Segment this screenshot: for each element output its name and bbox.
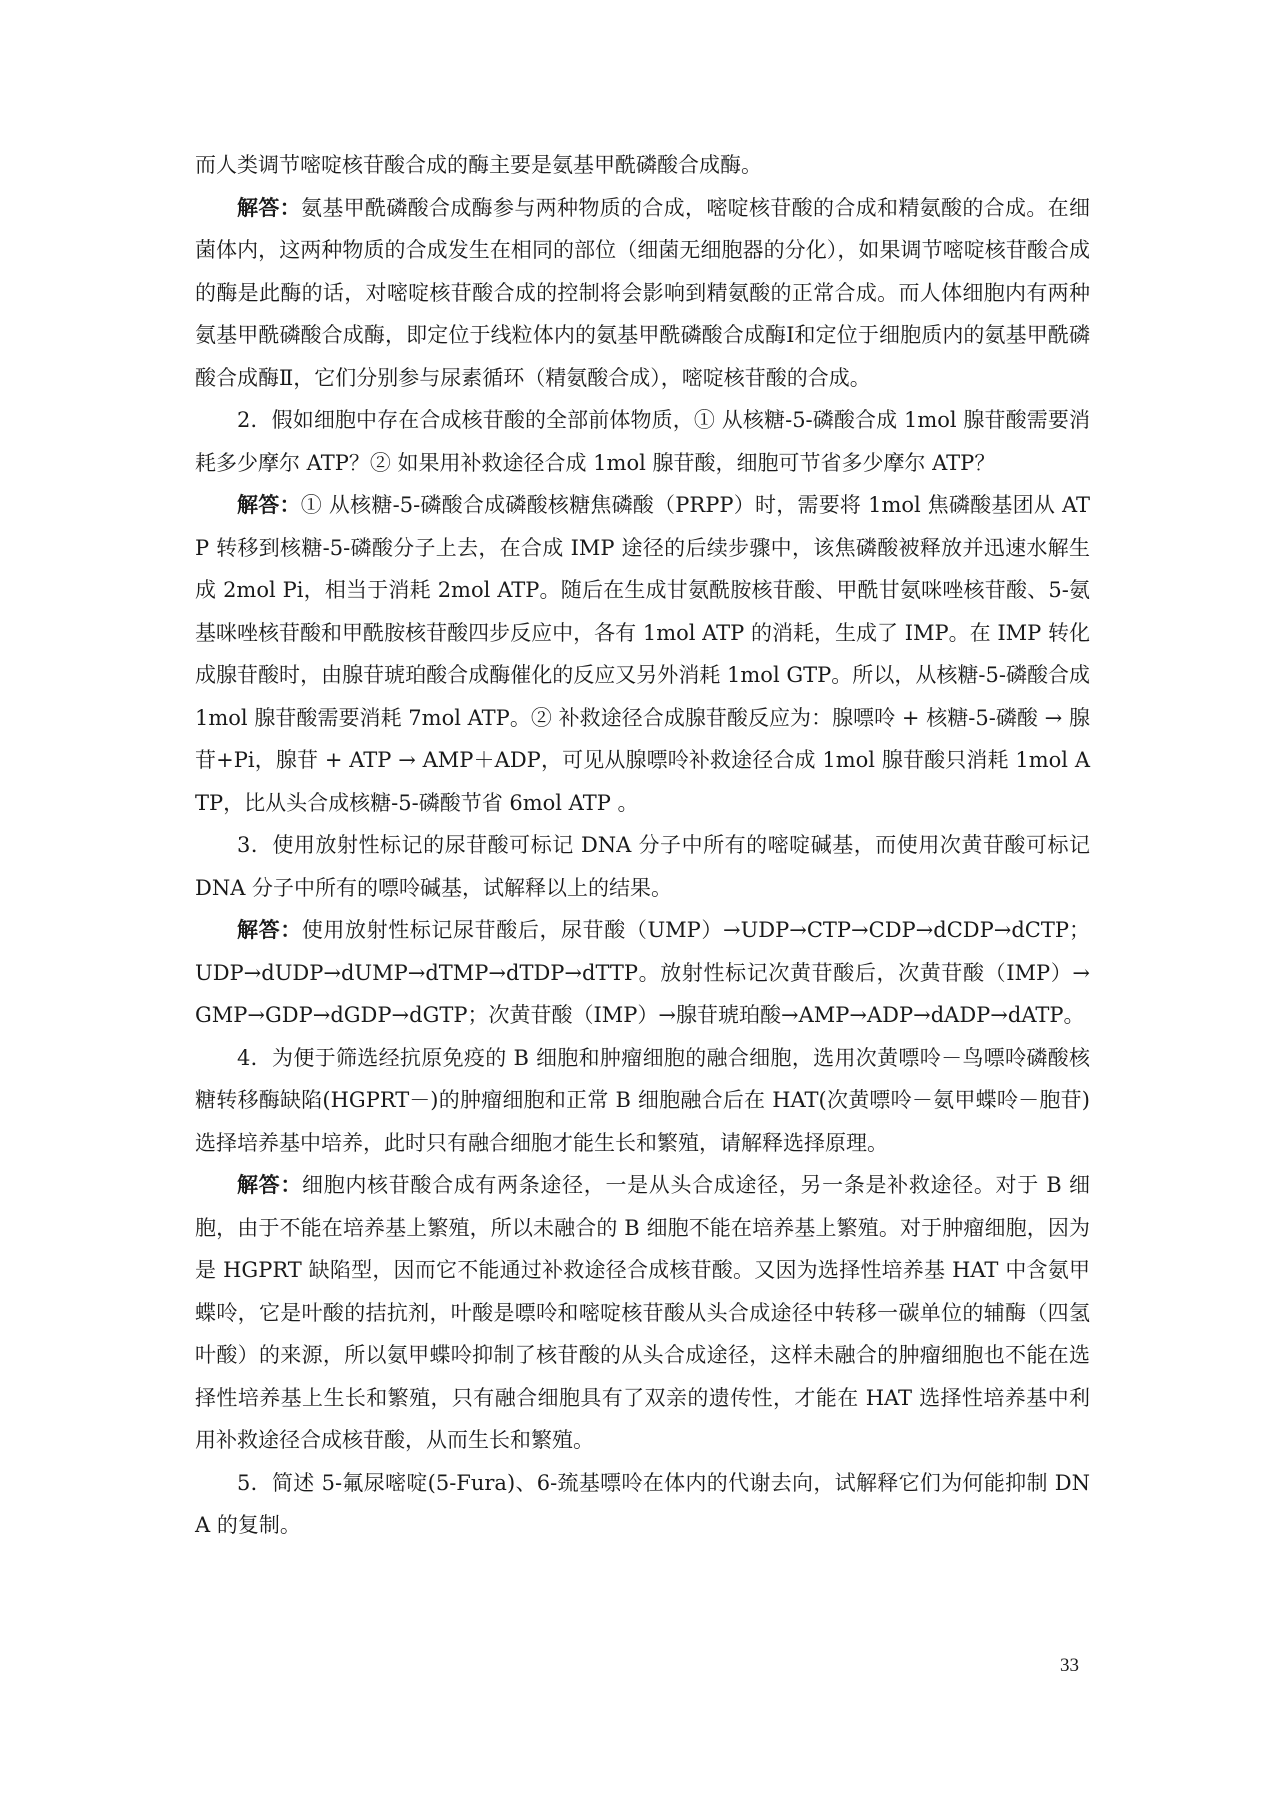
answer-2 <box>195 484 1090 824</box>
question-5 <box>195 1462 1090 1547</box>
answer-label: 解答： <box>237 492 301 517</box>
paragraph-text: 而人类调节嘧啶核苷酸合成的酶主要是氨基甲酰磷酸合成酶。 <box>195 153 762 177</box>
answer-label: 解答： <box>237 194 301 220</box>
page-number: 33 <box>1060 1655 1079 1676</box>
question-text: 5．简述 5-氟尿嘧啶(5-Fura)、6-巯基嘌呤在体内的代谢去向，试解释它们为何能抑制 DNA 的复制。 <box>195 1470 1090 1537</box>
answer-1 <box>195 187 1090 400</box>
answer-label: 解答： <box>237 1172 303 1197</box>
answer-label: 解答： <box>237 917 302 942</box>
paragraph-continuation <box>195 144 1090 187</box>
document-page <box>195 144 1090 1547</box>
answer-4 <box>195 1164 1090 1462</box>
question-4 <box>195 1037 1090 1165</box>
question-text: 2．假如细胞中存在合成核苷酸的全部前体物质，① 从核糖-5-磷酸合成 1mol 腺苷酸需要消耗多少摩尔 ATP？② 如果用补救途径合成 1mol 腺苷酸，细胞可节省多少摩尔 ATP？ <box>195 408 1090 475</box>
answer-text: 氨基甲酰磷酸合成酶参与两种物质的合成，嘧啶核苷酸的合成和精氨酸的合成。在细菌体内，这两种物质的合成发生在相同的部位（细菌无细胞器的分化），如果调节嘧啶核苷酸合成的酶是此酶的话，对嘧啶核苷酸合成的控制将会影响到精氨酸的正常合成。而人体细胞内有两种氨基甲酰磷酸合成酶，即定位于线粒体内的氨基甲酰磷酸合成酶Ⅰ和定位于细胞质内的氨基甲酰磷酸合成酶Ⅱ，它们分别参与尿素循环（精氨酸合成），嘧啶核苷酸的合成。 <box>195 195 1090 390</box>
question-text: 4．为便于筛选经抗原免疫的 B 细胞和肿瘤细胞的融合细胞，选用次黄嘌呤－鸟嘌呤磷酸核糖转移酶缺陷(HGPRT－)的肿瘤细胞和正常 B 细胞融合后在 HAT(次黄嘌呤－氨甲蝶呤－胞苷)选择培养基中培养，此时只有融合细胞才能生长和繁殖，请解释选择原理。 <box>195 1045 1090 1155</box>
question-2 <box>195 399 1090 484</box>
question-text: 3．使用放射性标记的尿苷酸可标记 DNA 分子中所有的嘧啶碱基，而使用次黄苷酸可标记 DNA 分子中所有的嘌呤碱基，试解释以上的结果。 <box>195 833 1090 900</box>
answer-text: 使用放射性标记尿苷酸后，尿苷酸（UMP）→UDP→CTP→CDP→dCDP→dCTP；UDP→dUDP→dUMP→dTMP→dTDP→dTTP。放射性标记次黄苷酸后，次黄苷酸（IMP）→GMP→GDP→dGDP→dGTP；次黄苷酸（IMP）→腺苷琥珀酸→AMP→ADP→dADP→dATP。 <box>195 918 1090 1027</box>
answer-text: ① 从核糖-5-磷酸合成磷酸核糖焦磷酸（PRPP）时，需要将 1mol 焦磷酸基团从 ATP 转移到核糖-5-磷酸分子上去，在合成 IMP 途径的后续步骤中，该焦磷酸被释放并迅速水解生成 2mol Pi，相当于消耗 2mol ATP。随后在生成甘氨酰胺核苷酸、甲酰甘氨咪唑核苷酸、5-氨基咪唑核苷酸和甲酰胺核苷酸四步反应中，各有 1mol ATP 的消耗，生成了 IMP。在 IMP 转化成腺苷酸时，由腺苷琥珀酸合成酶催化的反应又另外消耗 1mol GTP。所以，从核糖-5-磷酸合成 1mol 腺苷酸需要消耗 7mol ATP。② 补救途径合成腺苷酸反应为：腺嘌呤 + 核糖-5-磷酸 → 腺苷+Pi，腺苷 + ATP → AMP＋ADP，可见从腺嘌呤补救途径合成 1mol 腺苷酸只消耗 1mol ATP，比从头合成核糖-5-磷酸节省 6mol ATP 。 <box>195 493 1091 815</box>
answer-3 <box>195 909 1090 1037</box>
question-3 <box>195 824 1090 909</box>
answer-text: 细胞内核苷酸合成有两条途径，一是从头合成途径，另一条是补救途径。对于 B 细胞，由于不能在培养基上繁殖，所以未融合的 B 细胞不能在培养基上繁殖。对于肿瘤细胞，因为是 HGPRT 缺陷型，因而它不能通过补救途径合成核苷酸。又因为选择性培养基 HAT 中含氨甲蝶呤，它是叶酸的拮抗剂，叶酸是嘌呤和嘧啶核苷酸从头合成途径中转移一碳单位的辅酶（四氢叶酸）的来源，所以氨甲蝶呤抑制了核苷酸的从头合成途径，这样未融合的肿瘤细胞也不能在选择性培养基上生长和繁殖，只有融合细胞具有了双亲的遗传性，才能在 HAT 选择性培养基中利用补救途径合成核苷酸，从而生长和繁殖。 <box>195 1173 1091 1452</box>
